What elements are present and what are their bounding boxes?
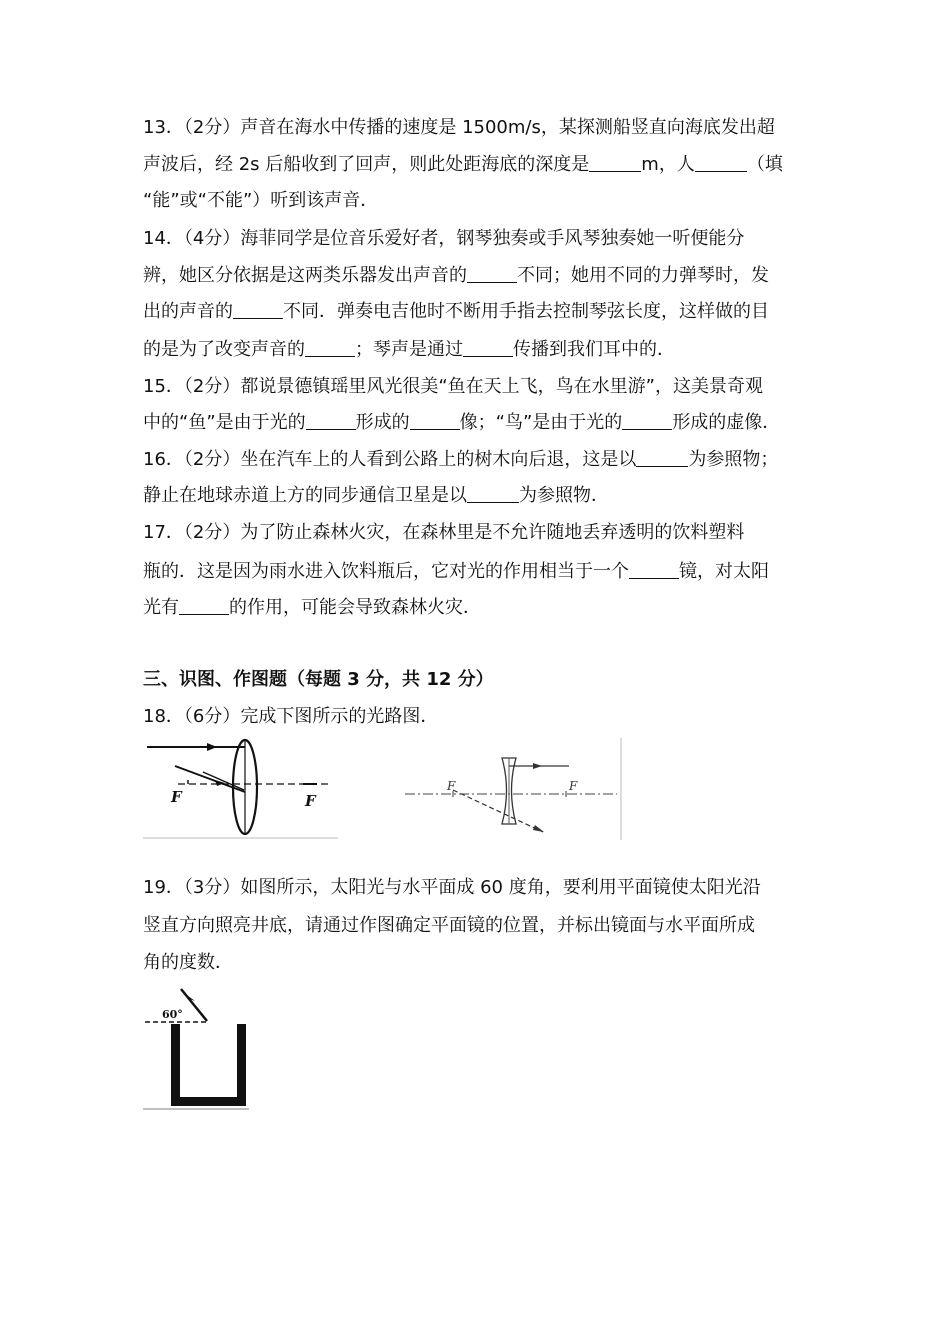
q13-line-2 — [143, 153, 783, 177]
focus-label-right: F — [569, 779, 578, 793]
q14-line-4 — [143, 338, 675, 362]
answer-blank[interactable] — [233, 300, 283, 319]
answer-blank[interactable] — [306, 411, 356, 430]
answer-blank[interactable] — [629, 560, 679, 579]
q14-text-c: 出的声音的 — [143, 301, 233, 322]
q14-line-1: 14．（4分）海菲同学是位音乐爱好者，钢琴独奏或手风琴独奏她一听便能分 — [143, 228, 745, 249]
q19-line-1: 19．（3分）如图所示，太阳光与水平面成 60 度角，要利用平面镜使太阳光沿 — [143, 877, 761, 898]
q16-text-a: 16．（2分）坐在汽车上的人看到公路上的树木向后退，这是以 — [143, 449, 637, 470]
q13-text-a: 声波后，经 2s 后船收到了回声，则此处距海底的深度是 — [143, 154, 590, 175]
q19-line-2: 竖直方向照亮井底，请通过作图确定平面镜的位置，并标出镜面与水平面所成 — [143, 915, 755, 936]
answer-blank[interactable] — [467, 484, 519, 503]
q17-text-c: 光有 — [143, 597, 179, 618]
answer-blank[interactable] — [463, 338, 513, 357]
concave-lens-figure[interactable] — [403, 738, 625, 840]
q16-text-b: 为参照物； — [688, 449, 779, 470]
q17-text-a: 瓶的．这是因为雨水进入饮料瓶后，它对光的作用相当于一个 — [143, 561, 629, 582]
q16-line-1 — [143, 448, 778, 472]
q16-text-c: 静止在地球赤道上方的同步通信卫星是以 — [143, 485, 467, 506]
q17-text-b: 镜，对太阳 — [679, 561, 769, 582]
answer-blank[interactable] — [410, 411, 460, 430]
angle-label: 60° — [162, 1008, 183, 1021]
answer-blank[interactable] — [622, 411, 672, 430]
q14-line-3 — [143, 300, 769, 324]
convex-lens-figure[interactable] — [143, 736, 338, 840]
q18-text: 18．（6分）完成下图所示的光路图． — [143, 706, 439, 727]
q19-line-3: 角的度数． — [143, 952, 233, 973]
answer-blank[interactable] — [179, 596, 229, 615]
answer-blank[interactable] — [467, 264, 517, 283]
q15-text-a: 中的“鱼”是由于光的 — [143, 412, 306, 433]
q15-text-c: 像；“鸟”是由于光的 — [459, 412, 623, 433]
well-figure[interactable] — [143, 985, 251, 1111]
q13-text-b: m，人 — [641, 154, 695, 175]
q14-text-g: 传播到我们耳中的． — [513, 339, 675, 360]
q15-line-2 — [143, 411, 780, 435]
section-title: 三、识图、作图题（每题 3 分，共 12 分） — [143, 669, 494, 690]
q14-text-e: 的是为了改变声音的 — [143, 339, 305, 360]
q14-line-2 — [143, 264, 769, 288]
q14-text-b: 不同；她用不同的力弹琴时，发 — [517, 265, 769, 286]
q14-text-a: 辨，她区分依据是这两类乐器发出声音的 — [143, 265, 467, 286]
q16-text-d: 为参照物． — [519, 485, 609, 506]
answer-blank[interactable] — [589, 153, 641, 172]
q16-line-2 — [143, 484, 609, 508]
q17-text-d: 的作用，可能会导致森林火灾． — [229, 597, 481, 618]
q17-line-3 — [143, 596, 481, 620]
q13-text-c: （填 — [746, 154, 783, 175]
answer-blank[interactable] — [305, 338, 355, 357]
q17-line-1: 17．（2分）为了防止森林火灾，在森林里是不允许随地丢弃透明的饮料塑料 — [143, 522, 745, 543]
focus-label-left: F — [447, 779, 456, 793]
q15-text-b: 形成的 — [355, 412, 410, 433]
q13-line-3: “能”或“不能”）听到该声音． — [143, 190, 379, 211]
q13-line-1: 13．（2分）声音在海水中传播的速度是 1500m/s，某探测船竖直向海底发出超 — [143, 117, 775, 138]
focus-label-left: F — [171, 788, 182, 806]
q14-text-d: 不同．弹奏电吉他时不断用手指去控制琴弦长度，这样做的目 — [283, 301, 769, 322]
q17-line-2 — [143, 560, 769, 584]
q14-text-f: ；琴声是通过 — [355, 339, 463, 360]
answer-blank[interactable] — [636, 448, 688, 467]
q15-line-1: 15．（2分）都说景德镇瑶里风光很美“鱼在天上飞，鸟在水里游”，这美景奇观 — [143, 376, 764, 397]
answer-blank[interactable] — [695, 153, 747, 172]
focus-label-right: F — [305, 792, 316, 810]
q15-text-d: 形成的虚像． — [672, 412, 781, 433]
